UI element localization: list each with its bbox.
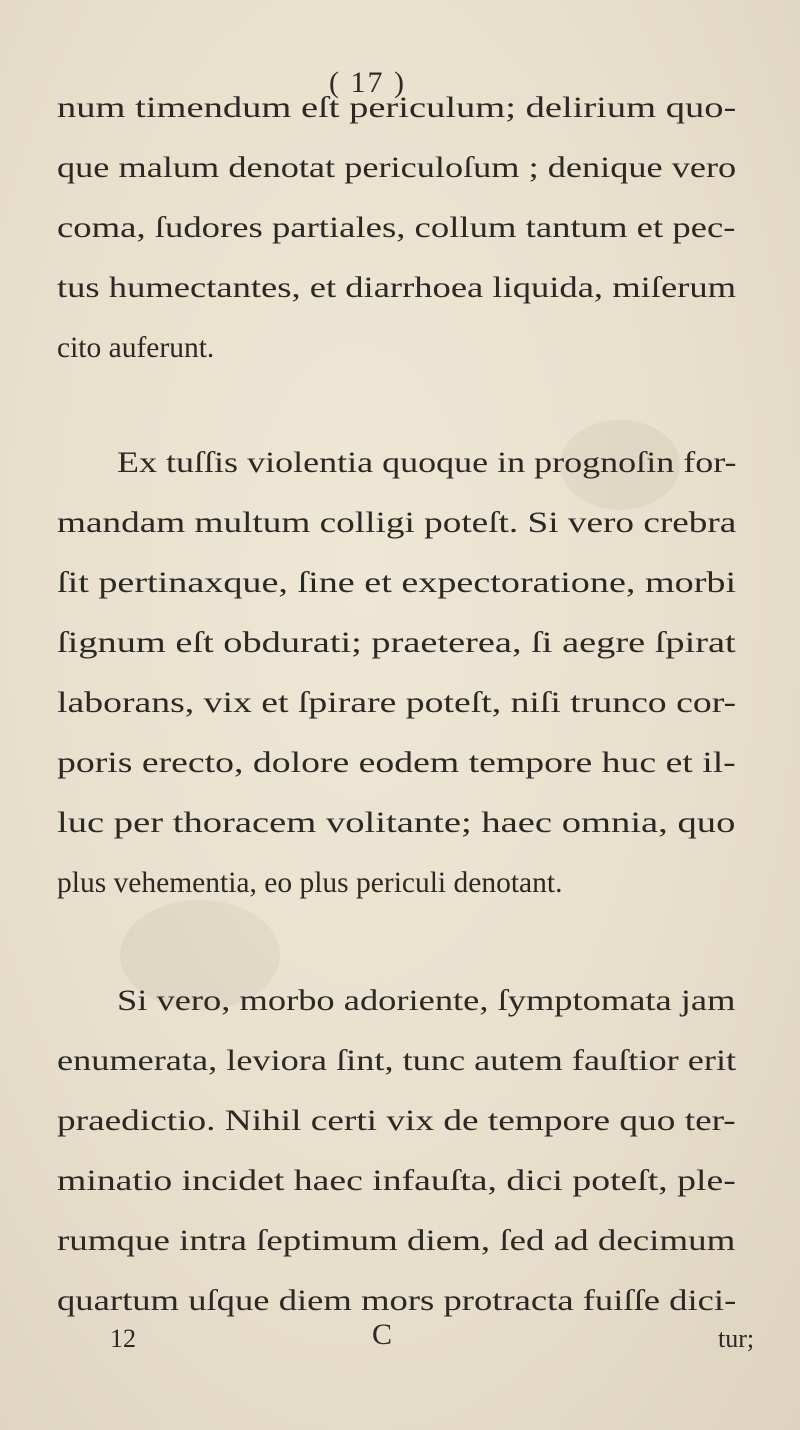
signature-mark: C (372, 1318, 393, 1351)
text-line: num timendum eſt periculum; delirium quo- (57, 92, 737, 124)
text-line: Ex tuſſis violentia quoque in prognoſin for- (117, 447, 737, 479)
text-line: mandam multum colligi poteſt. Si vero crebra (57, 507, 737, 539)
signature-number: 12 (110, 1324, 136, 1353)
text-line: enumerata, leviora ſint, tunc autem fauſtior erit (57, 1045, 737, 1077)
text-line: Si vero, morbo adoriente, ſymptomata jam (117, 985, 736, 1017)
text-line: quartum uſque diem mors protracta fuiſſe dici- (57, 1285, 737, 1317)
text-line: rumque intra ſeptimum diem, ſed ad decimum (57, 1225, 736, 1257)
text-line: tus humectantes, et diarrhoea liquida, miſerum (57, 272, 737, 304)
catchword: tur; (718, 1324, 755, 1353)
text-line: plus vehementia, eo plus periculi denotant. (57, 867, 563, 899)
text-line: poris erecto, dolore eodem tempore huc et il- (57, 747, 736, 779)
text-line: que malum denotat periculoſum ; denique vero (57, 152, 737, 184)
text-line: ſignum eſt obdurati; praeterea, ſi aegre ſpirat (57, 627, 736, 659)
text-line: ſit pertinaxque, ſine et expectoratione, morbi (57, 567, 737, 599)
text-line: cito auferunt. (57, 332, 215, 364)
text-line: praedictio. Nihil certi vix de tempore quo ter- (57, 1105, 736, 1137)
text-line: luc per thoracem volitante; haec omnia, quo (57, 807, 736, 839)
text-line: coma, ſudores partiales, collum tantum et pec- (57, 212, 736, 244)
page-number: ( 17 ) (329, 66, 406, 99)
text-line: laborans, vix et ſpirare poteſt, niſi trunco cor- (57, 687, 737, 719)
text-line: minatio incidet haec infauſta, dici poteſt, ple- (57, 1165, 736, 1197)
